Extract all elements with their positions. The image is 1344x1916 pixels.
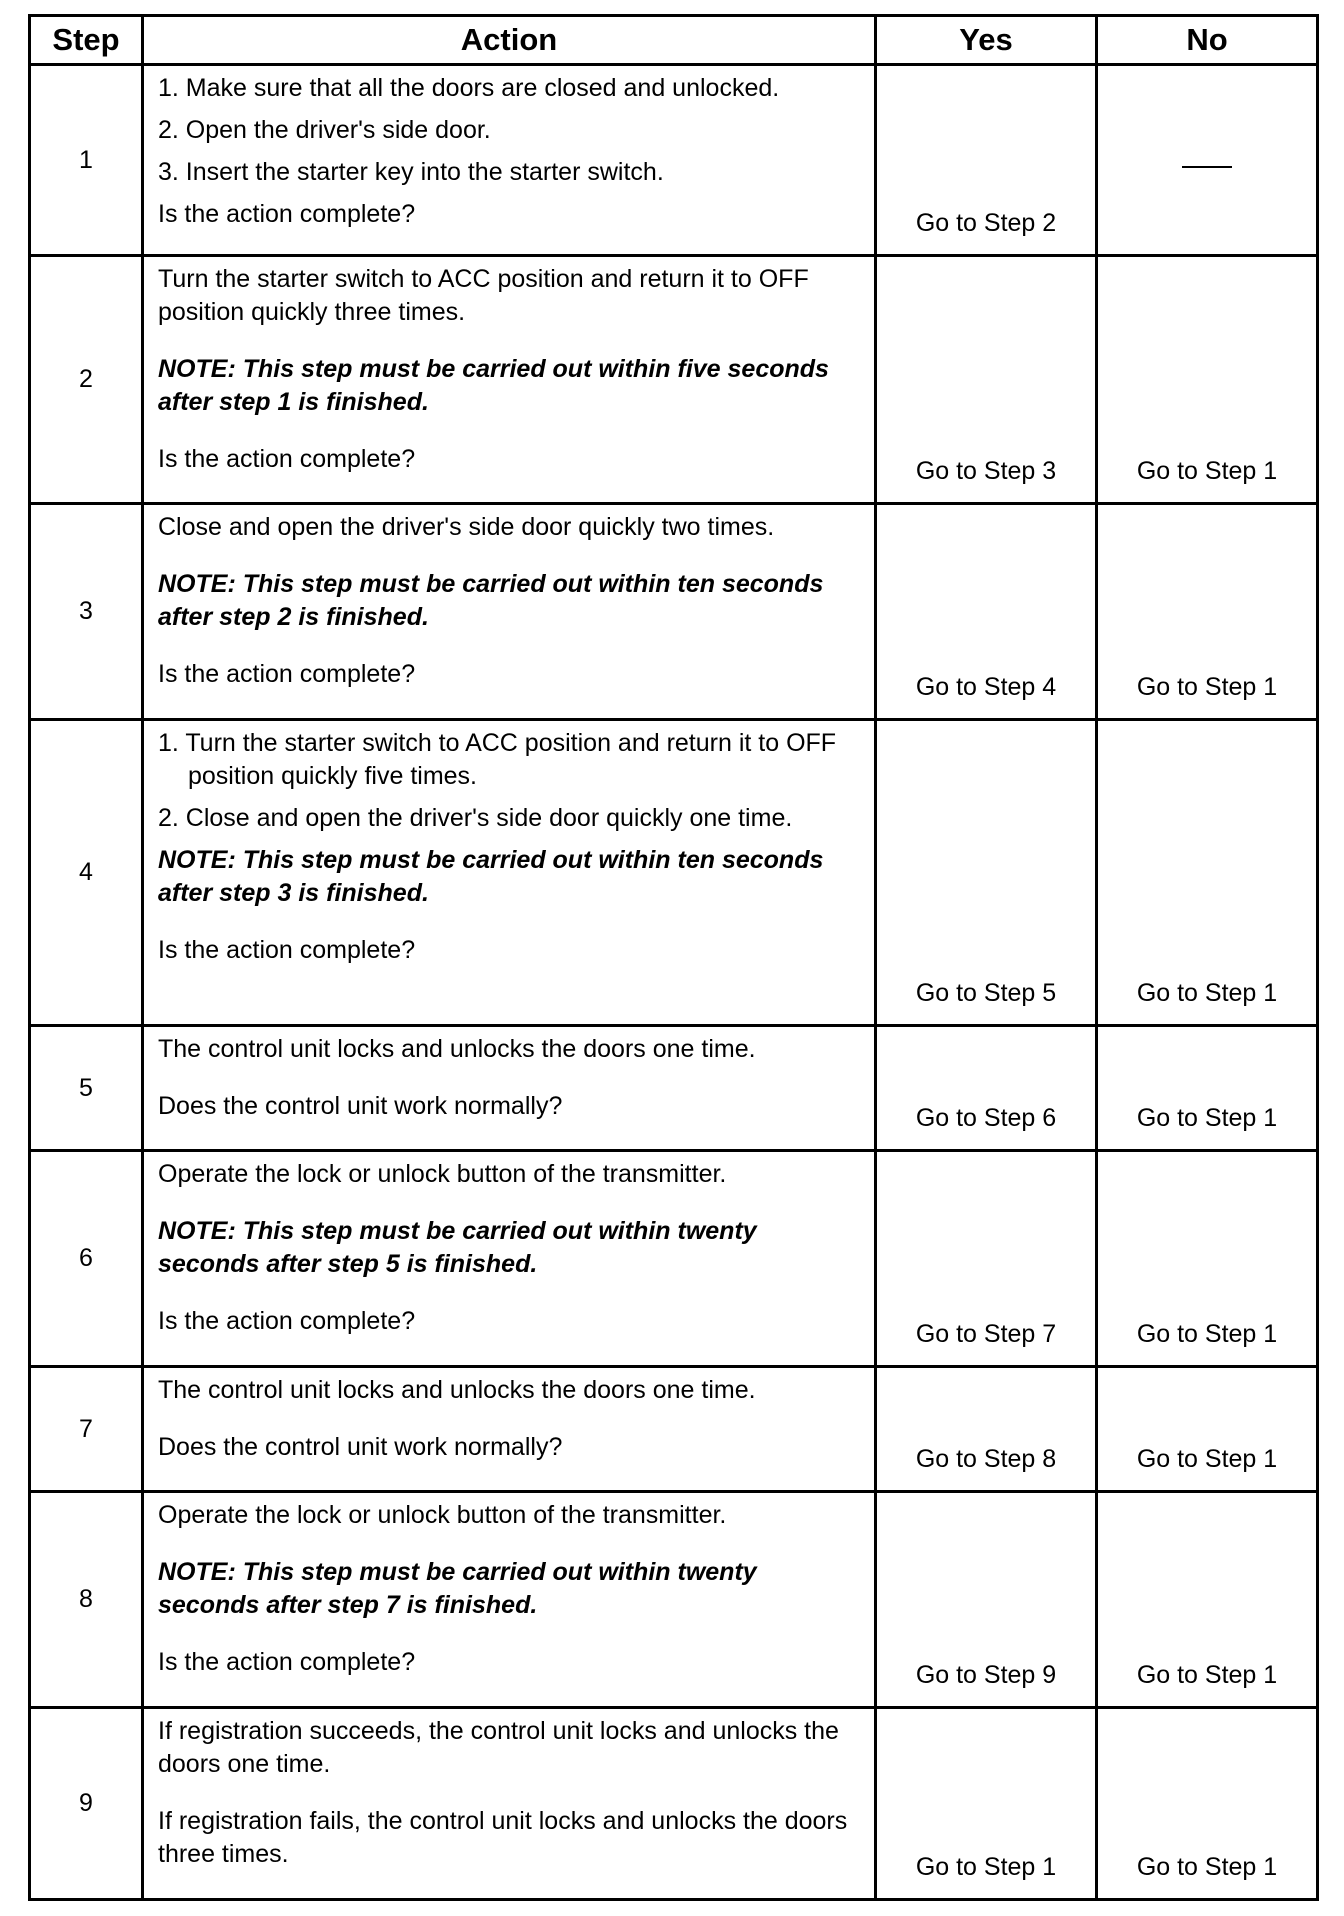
no-result: Go to Step 1 — [1097, 1367, 1318, 1492]
step-number: 3 — [30, 504, 143, 720]
table-row — [30, 65, 1318, 256]
action-text: Operate the lock or unlock button of the transmitter. — [158, 1501, 727, 1529]
action-question: Is the action complete? — [158, 200, 416, 228]
header-no: No — [1097, 16, 1318, 65]
no-result: Go to Step 1 — [1097, 1151, 1318, 1367]
step-number: 1 — [30, 65, 143, 256]
yes-result: Go to Step 7 — [876, 1151, 1097, 1367]
step-number: 7 — [30, 1367, 143, 1492]
yes-result: Go to Step 2 — [876, 65, 1097, 256]
action-line: 3. Insert the starter key into the starter switch. — [158, 158, 664, 186]
action-cell — [143, 1708, 876, 1900]
action-line: 2. Open the driver's side door. — [158, 116, 491, 144]
no-result: Go to Step 1 — [1097, 504, 1318, 720]
action-cell — [143, 504, 876, 720]
no-result-dash — [1182, 166, 1232, 168]
action-question: Does the control unit work normally? — [158, 1092, 563, 1120]
no-result — [1097, 65, 1318, 256]
yes-result: Go to Step 9 — [876, 1492, 1097, 1708]
yes-result: Go to Step 5 — [876, 720, 1097, 1026]
action-cell — [143, 1367, 876, 1492]
action-line: 2. Close and open the driver's side door quickly one time. — [158, 804, 793, 832]
yes-result: Go to Step 1 — [876, 1708, 1097, 1900]
action-text: If registration fails, the control unit locks and unlocks the doors three times. — [158, 1807, 848, 1868]
action-cell — [143, 256, 876, 504]
table-row — [30, 1026, 1318, 1151]
header-yes: Yes — [876, 16, 1097, 65]
yes-result: Go to Step 8 — [876, 1367, 1097, 1492]
header-action: Action — [143, 16, 876, 65]
action-cell — [143, 65, 876, 256]
table-row — [30, 720, 1318, 1026]
action-text: Operate the lock or unlock button of the transmitter. — [158, 1160, 727, 1188]
step-number: 9 — [30, 1708, 143, 1900]
step-number: 5 — [30, 1026, 143, 1151]
action-cell — [143, 720, 876, 1026]
action-cell — [143, 1151, 876, 1367]
table-row — [30, 1151, 1318, 1367]
no-result: Go to Step 1 — [1097, 256, 1318, 504]
step-number: 8 — [30, 1492, 143, 1708]
step-number: 2 — [30, 256, 143, 504]
no-result: Go to Step 1 — [1097, 1708, 1318, 1900]
table-row — [30, 1492, 1318, 1708]
action-note: NOTE: This step must be carried out within ten seconds after step 3 is finished. — [158, 846, 824, 907]
action-text: Turn the starter switch to ACC position and return it to OFF position quickly three times. — [158, 265, 809, 326]
action-question: Is the action complete? — [158, 445, 416, 473]
action-question: Does the control unit work normally? — [158, 1433, 563, 1461]
action-text: If registration succeeds, the control unit locks and unlocks the doors one time. — [158, 1717, 839, 1778]
action-note: NOTE: This step must be carried out within ten seconds after step 2 is finished. — [158, 570, 824, 631]
action-note: NOTE: This step must be carried out within twenty seconds after step 7 is finished. — [158, 1558, 757, 1619]
no-result: Go to Step 1 — [1097, 1026, 1318, 1151]
yes-result: Go to Step 6 — [876, 1026, 1097, 1151]
no-result: Go to Step 1 — [1097, 1492, 1318, 1708]
action-question: Is the action complete? — [158, 936, 416, 964]
action-cell — [143, 1492, 876, 1708]
header-step: Step — [30, 16, 143, 65]
action-question: Is the action complete? — [158, 1648, 416, 1676]
table-row — [30, 1367, 1318, 1492]
action-question: Is the action complete? — [158, 1307, 416, 1335]
action-text: Close and open the driver's side door quickly two times. — [158, 513, 775, 541]
header-row — [30, 16, 1318, 65]
action-line: 1. Make sure that all the doors are closed and unlocked. — [158, 74, 780, 102]
table-row — [30, 256, 1318, 504]
yes-result: Go to Step 4 — [876, 504, 1097, 720]
step-number: 4 — [30, 720, 143, 1026]
yes-result: Go to Step 3 — [876, 256, 1097, 504]
table-row — [30, 1708, 1318, 1900]
action-note: NOTE: This step must be carried out within five seconds after step 1 is finished. — [158, 355, 829, 416]
procedure-table — [28, 14, 1319, 1901]
action-question: Is the action complete? — [158, 660, 416, 688]
action-line: 1. Turn the starter switch to ACC position and return it to OFF position quickly five times. — [158, 729, 837, 790]
action-note: NOTE: This step must be carried out within twenty seconds after step 5 is finished. — [158, 1217, 757, 1278]
table-row — [30, 504, 1318, 720]
no-result: Go to Step 1 — [1097, 720, 1318, 1026]
action-text: The control unit locks and unlocks the doors one time. — [158, 1035, 756, 1063]
action-text: The control unit locks and unlocks the doors one time. — [158, 1376, 756, 1404]
action-cell — [143, 1026, 876, 1151]
step-number: 6 — [30, 1151, 143, 1367]
